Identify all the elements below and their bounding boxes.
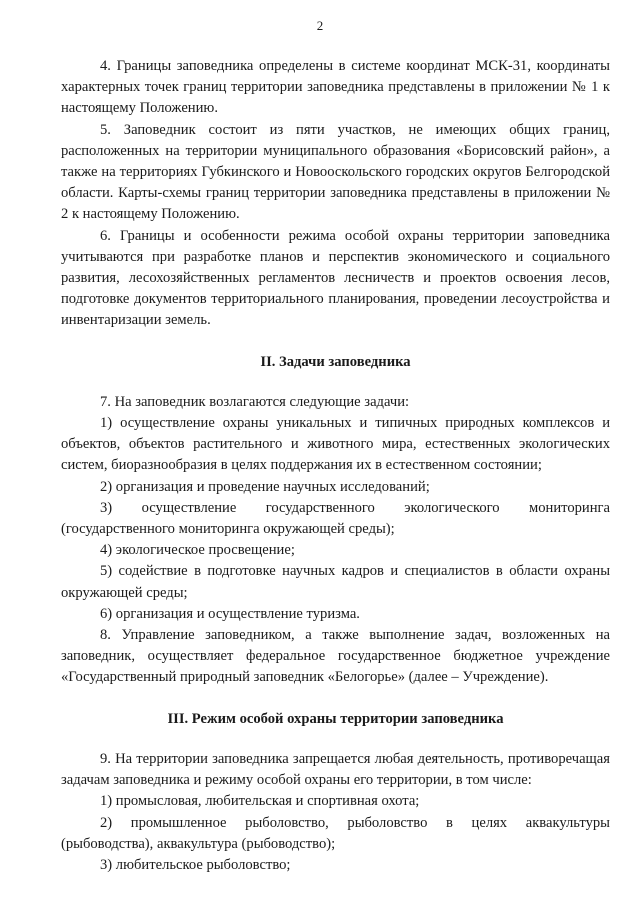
paragraph-4: 4. Границы заповедника определены в системе координат МСК-31, координаты характерных точек границ территории заповедника представлены в приложении № 1 к настоящему Положению. <box>61 58 610 117</box>
task-item-6: 6) организация и осуществление туризма. <box>100 605 360 622</box>
paragraph-9: 9. На территории заповедника запрещается любая деятельность, противоречащая задачам заповедника и режиму особой охраны его территории, в том числе: <box>61 750 610 789</box>
paragraph-5: 5. Заповедник состоит из пяти участков, не имеющих общих границ, расположенных на территории муниципального образования «Борисовский район», а также на территориях Губкинского и Новооскольского городских округов Белгородской области. Карты-схемы границ территории заповедника представлены в приложении № 2 к настоящему Положению. <box>61 121 610 223</box>
prohibition-item-3: 3) любительское рыболовство; <box>100 856 291 873</box>
task-item-1: 1) осуществление охраны уникальных и типичных природных комплексов и объектов, объектов растительного и животного мира, естественных экологических систем, биоразнообразия в целях поддержания их в естественном состоянии; <box>61 415 610 474</box>
document-body <box>61 56 610 876</box>
section-2-heading: II. Задачи заповедника <box>260 353 411 370</box>
prohibition-item-1: 1) промысловая, любительская и спортивная охота; <box>100 793 420 810</box>
paragraph-8: 8. Управление заповедником, а также выполнение задач, возложенных на заповедник, осуществляет федеральное государственное бюджетное учреждение «Государственный природный заповедник «Белогорье» (далее – Учреждение). <box>61 627 610 686</box>
paragraph-6: 6. Границы и особенности режима особой охраны территории заповедника учитываются при разработке планов и перспектив экономического и социального развития, лесохозяйственных регламентов лесничеств и проектов освоения лесов, подготовке документов территориального планирования, проведении лесоустройства и инвентаризации земель. <box>61 227 610 329</box>
task-item-3: 3) осуществление государственного экологического мониторинга (государственного мониторинга окружающей среды); <box>61 499 610 538</box>
paragraph-7: 7. На заповедник возлагаются следующие задачи: <box>100 393 410 410</box>
section-3-heading: III. Режим особой охраны территории заповедника <box>167 710 504 727</box>
page-number: 2 <box>316 18 324 33</box>
task-item-4: 4) экологическое просвещение; <box>100 542 295 559</box>
task-item-5: 5) содействие в подготовке научных кадров и специалистов в области охраны окружающей среды; <box>61 563 610 601</box>
task-item-2: 2) организация и проведение научных исследований; <box>100 478 430 495</box>
prohibition-item-2: 2) промышленное рыболовство, рыболовство в целях аквакультуры (рыбоводства), аквакультура (рыбоводство); <box>61 814 610 852</box>
